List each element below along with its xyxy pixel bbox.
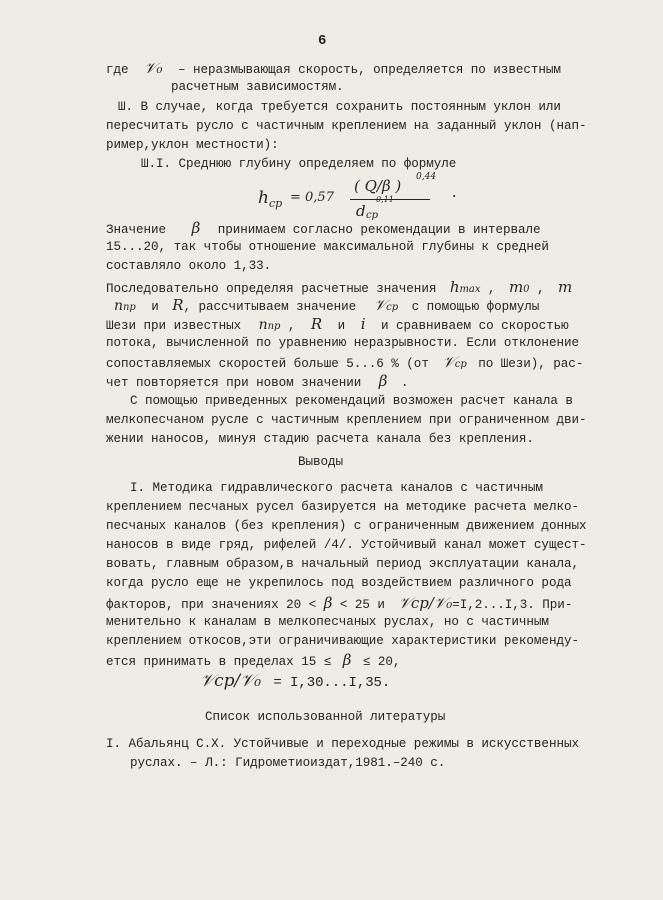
calc-line-5-tail: по Шези), рас- bbox=[478, 357, 584, 371]
n-pr-symbol-2: n bbox=[258, 317, 268, 333]
formula-denominator: d bbox=[356, 202, 366, 220]
formula-period: . bbox=[450, 186, 459, 202]
calc-line-3-tail: и сравниваем со скоростью bbox=[380, 319, 569, 333]
definition-line bbox=[106, 61, 561, 78]
conclusion-7-mid: < 25 и bbox=[339, 598, 385, 612]
beta-symbol: β bbox=[191, 219, 201, 237]
recommend-line-1: С помощью приведенных рекомендаций возможен расчет канала в bbox=[130, 394, 573, 408]
v-cp-symbol: 𝒱 bbox=[373, 296, 387, 314]
beta-line-2: 15...20, так чтобы отношение максимальной глубины к средней bbox=[106, 240, 549, 254]
conclusion-line-4: наносов в виде гряд, рифелей /4/. Устойчивый канал может сущест- bbox=[106, 538, 587, 552]
formula-lhs-sub: ср bbox=[269, 197, 283, 210]
beta-symbol-3: β bbox=[323, 594, 333, 612]
section-3-line-3: ример,уклон местности): bbox=[106, 138, 279, 152]
i-symbol: i bbox=[360, 315, 366, 333]
h-max-symbol: h bbox=[449, 278, 460, 296]
formula-numerator-exp: 0,44 bbox=[416, 172, 437, 182]
section-3-1-heading: Ш.I. Среднюю глубину определяем по формуле bbox=[141, 157, 457, 171]
section-3-line-1: Ш. В случае, когда требуется сохранить постоянным уклон или bbox=[118, 100, 561, 114]
conjunction-and: и bbox=[151, 300, 159, 314]
m0-sub: 0 bbox=[523, 284, 530, 295]
beta-line-3: составляло около 1,33. bbox=[106, 259, 272, 273]
conclusion-line-6: когда русло еще не укрепилось под воздействием различного рода bbox=[106, 576, 572, 590]
reference-1-line-1: I. Абальянц С.Х. Устойчивые и переходные режимы в искусственных bbox=[106, 737, 579, 751]
calc-line-1-text: Последовательно определяя расчетные значения bbox=[106, 282, 437, 296]
formula-numerator: ( Q/β ) bbox=[354, 177, 402, 195]
n-pr-sub: пр bbox=[122, 302, 136, 313]
calc-line-2-tail: с помощью формулы bbox=[411, 300, 540, 314]
conclusion-7-tail: =I,2...I,3. При- bbox=[452, 598, 573, 612]
calc-line-1: Последовательно определяя расчетные значения hmax , m0 , m bbox=[106, 278, 573, 296]
final-formula bbox=[200, 671, 391, 691]
beta-symbol-4: β bbox=[342, 651, 352, 669]
velocity-ratio: 𝒱ср/𝒱₀ bbox=[398, 594, 453, 612]
reference-1-line-2: руслах. – Л.: Гидрометиоиздат,1981.–240 с. bbox=[130, 756, 446, 770]
conclusion-line-2: креплением песчаных русел базируется на методике расчета мелко- bbox=[106, 500, 579, 514]
m0-symbol: m bbox=[508, 278, 524, 296]
conjunction-and-2: и bbox=[337, 319, 346, 333]
calc-line-4: потока, вычисленной по уравнению неразрывности. Если отклонение bbox=[106, 336, 579, 350]
conclusions-heading: Выводы bbox=[298, 455, 344, 469]
calc-line-5 bbox=[106, 355, 583, 372]
m-symbol: m bbox=[557, 278, 573, 296]
beta-line-1 bbox=[106, 221, 541, 238]
h-max-sub: max bbox=[459, 284, 481, 295]
formula-lhs: h bbox=[258, 188, 269, 208]
r-symbol-2: R bbox=[310, 315, 323, 333]
depth-formula bbox=[250, 172, 470, 220]
v-cp-sub-2: ср bbox=[454, 359, 467, 370]
calc-line-2 bbox=[114, 298, 539, 315]
v-cp-symbol-2: 𝒱 bbox=[442, 353, 455, 371]
n-pr-sub-2: пр bbox=[267, 321, 281, 332]
calc-line-6-period: . bbox=[400, 376, 409, 390]
definition-text: – неразмывающая скорость, определяется по известным bbox=[177, 63, 561, 77]
conclusion-line-3: песчаных каналов (без крепления) с ограниченным движением донных bbox=[106, 519, 587, 533]
beta-line-text: принимаем согласно рекомендации в интервале bbox=[217, 223, 541, 237]
velocity-symbol: 𝒱₀ bbox=[144, 59, 163, 77]
conclusion-10-prefix: ется принимать в пределах 15 ≤ bbox=[106, 655, 332, 669]
section-3-line-2: пересчитать русло с частичным креплением на заданный уклон (нап- bbox=[106, 119, 587, 133]
formula-denominator-exp: 0,11 bbox=[376, 195, 394, 204]
formula-denominator-sub: ср bbox=[366, 210, 379, 221]
beta-symbol-2: β bbox=[378, 372, 388, 390]
conclusion-line-1: I. Методика гидравлического расчета каналов с частичным bbox=[130, 481, 543, 495]
conclusion-line-7 bbox=[106, 596, 572, 613]
definition-line-2: расчетным зависимостям. bbox=[171, 80, 344, 94]
page-number: 6 bbox=[318, 33, 327, 49]
conclusion-line-8: менительно к каналам в мелкопесчаных руслах, но с частичным bbox=[106, 615, 549, 629]
final-velocity-ratio: 𝒱ср/𝒱₀ bbox=[200, 671, 261, 691]
final-formula-range: = I,30...I,35. bbox=[273, 675, 391, 691]
n-pr-symbol: n bbox=[114, 298, 123, 314]
v-cp-sub: ср bbox=[386, 302, 399, 313]
references-heading: Список использованной литературы bbox=[205, 710, 446, 724]
calc-line-3: Шези при известных nпр , R и i и сравниваем со скоростью bbox=[106, 315, 569, 333]
conclusion-line-10 bbox=[106, 653, 400, 670]
recommend-line-3: жении наносов, минуя стадию расчета канала без крепления. bbox=[106, 432, 534, 446]
formula-coefficient: = 0,57 bbox=[290, 190, 334, 205]
calc-line-5-text: сопоставляемых скоростей больше 5...6 % (от bbox=[106, 357, 429, 371]
calc-line-6-text: чет повторяется при новом значении bbox=[106, 376, 362, 390]
recommend-line-2: мелкопесчаном русле с частичным креплением при ограниченном дви- bbox=[106, 413, 587, 427]
conclusion-10-tail: ≤ 20, bbox=[362, 655, 401, 669]
conclusion-7-prefix: факторов, при значениях 20 < bbox=[106, 598, 317, 612]
r-symbol: R bbox=[172, 296, 184, 314]
calc-line-3-text: Шези при известных bbox=[106, 319, 242, 333]
calc-line-2-text: , рассчитываем значение bbox=[183, 300, 357, 314]
conclusion-line-5: вовать, главным образом,в начальный период эксплуатации канала, bbox=[106, 557, 579, 571]
calc-line-6 bbox=[106, 374, 408, 391]
conclusion-line-9: креплением откосов,эти ограничивающие характеристики рекоменду- bbox=[106, 634, 579, 648]
definition-prefix: где bbox=[106, 63, 129, 77]
beta-line-prefix: Значение bbox=[106, 223, 167, 237]
